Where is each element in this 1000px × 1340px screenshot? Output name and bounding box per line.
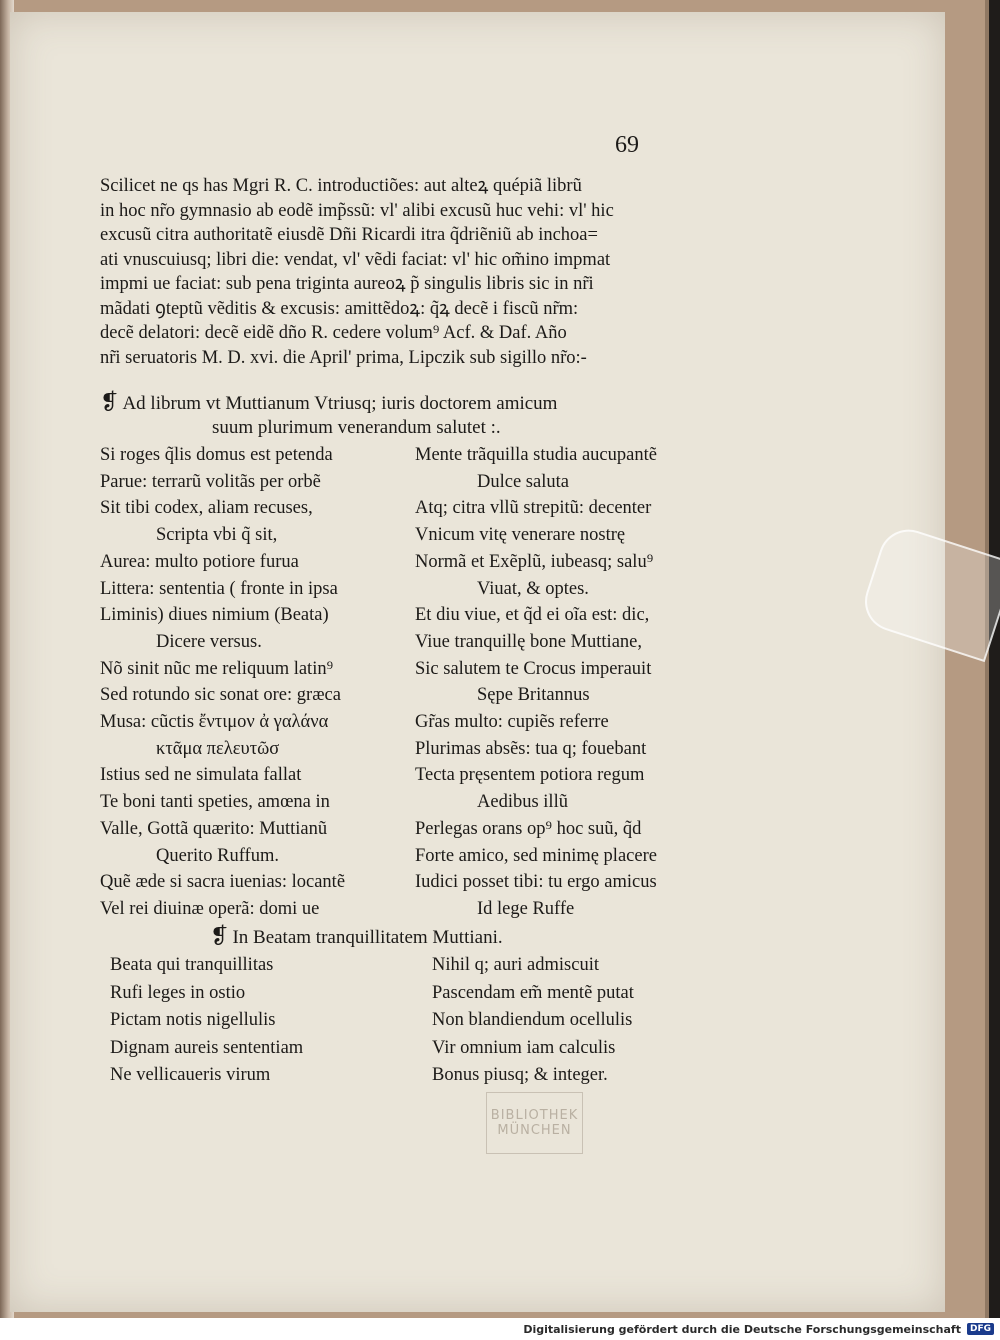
verse-line: Te boni tanti speties, amœna in (100, 792, 330, 813)
poem-line: Bonus piusq; & integer. (432, 1065, 608, 1085)
verse-line: Sit tibi codex, aliam recuses, (100, 498, 313, 519)
paragraph-line: ati vnuscuiusq; libri die: vendat, vl' vẽdi faciat: vl' hic om̃ino impmat (100, 249, 611, 270)
verse-line: Parue: terrarũ volitãs per orbẽ (100, 471, 321, 492)
verse-line: Dicere versus. (156, 631, 262, 652)
verse-line: Aurea: multo potiore furua (100, 551, 299, 572)
footer-bar (0, 1318, 1000, 1340)
poem-line: Beata qui tranquillitas (110, 955, 274, 975)
verse-line: Sed rotundo sic sonat ore: græca (100, 685, 341, 706)
verse-line: Atq; citra vllũ strepitũ: decenter (415, 498, 652, 519)
poem-line: Pascendam em̃ mentẽ putat (432, 982, 634, 1003)
verse-line: Sępe Britannus (477, 685, 590, 706)
poem-line: Vir omnium iam calculis (432, 1037, 616, 1058)
verse-line: Vel rei diuinæ operã: domi ue (100, 898, 320, 919)
verse-line: Id lege Ruffe (477, 898, 575, 919)
poem-column-right (432, 952, 634, 1090)
verse-line: Liminis) diues nimium (Beata) (100, 605, 329, 626)
verse-line: Gr̃as multo: cupiẽs referre (415, 712, 609, 733)
verse-line: Tecta pręsentem potiora regum (415, 765, 645, 786)
page-number: 69 (615, 132, 639, 158)
stamp-line1: BIBLIOTHEK (490, 1108, 579, 1123)
verse-line: Et diu viue, et q̃d ei oĩa est: dic, (415, 605, 650, 626)
verse-line: Dulce saluta (477, 471, 569, 492)
paragraph-line: nr̃i seruatoris M. D. xvi. die April' prima, Lipczik sub sigillo nr̃o:- (100, 347, 587, 368)
poem-column-left (110, 952, 303, 1090)
verse-line: Iudici posset tibi: tu ergo amicus (415, 872, 657, 893)
book-page (10, 12, 945, 1312)
verse-line: Forte amico, sed minimę placere (415, 845, 657, 866)
pilcrow-icon: ❡ (100, 389, 119, 414)
poem-line: Nihil q; auri admiscuit (432, 955, 599, 975)
paragraph-line: mãdati ꝯteptũ vẽditis & excusis: amittẽdoꝝ: q̃ꝝ decẽ i fiscũ nr̃m: (100, 298, 579, 319)
paragraph-line: Scilicet ne qs has Mgri R. C. introductiões: aut alteꝝ quépiã librũ (100, 176, 582, 196)
paragraph-line: decẽ delatori: decẽ eidẽ dño R. cedere volum⁹ Acf. & Daf. Año (100, 323, 567, 343)
poem-line: Dignam aureis sententiam (110, 1037, 304, 1058)
paragraph-line: excusũ citra authoritatẽ eiusdẽ Dñi Ricardi itra q̃driẽniũ ab inchoa= (100, 225, 598, 245)
verse-line: κτᾶμα πελευτῶσ (156, 738, 280, 759)
verse-line: Viue tranquillę bone Muttiane, (415, 631, 642, 652)
verse-line: Perlegas orans op⁹ hoc suũ, q̃d (415, 818, 642, 839)
dfg-logo-icon: DFG (967, 1323, 994, 1335)
verse-line: Valle, Gottã quærito: Muttianũ (100, 818, 328, 839)
library-stamp (486, 1092, 583, 1154)
verse-line: Viuat, & optes. (477, 578, 589, 599)
verse-line: Vnicum vitę venerare nostrę (415, 525, 626, 546)
verse-line: Nõ sinit nũc me reliquum latin⁹ (100, 658, 334, 679)
verse-line: Aedibus illũ (477, 792, 568, 813)
paragraph-line: in hoc nr̃o gymnasio ab eodẽ imp̃ssũ: vl' alibi excusũ huc vehi: vl' hic (100, 200, 614, 221)
heading-dedication-line1: Ad librum vt Muttianum Vtriusq; iuris doctorem amicum (122, 393, 558, 414)
verse-column-left (100, 442, 410, 923)
verse-column-right (415, 442, 755, 923)
footer-credit: Digitalisierung gefördert durch die Deutsche Forschungsgemeinschaft (523, 1322, 961, 1336)
verse-line: Musa: cũctis ἔντιμον ἀ γαλάνα (100, 712, 329, 733)
verse-line: Mente trãquilla studia aucupantẽ (415, 445, 657, 465)
stamp-line2: MÜNCHEN (497, 1123, 572, 1138)
heading-dedication-line2: suum plurimum venerandum salutet :. (212, 417, 501, 438)
verse-line: Littera: sententia ( fronte in ipsa (100, 578, 338, 599)
verse-line: Scripta vbi q̃ sit, (156, 525, 278, 546)
heading-tranquillitas (210, 924, 503, 950)
poem-line: Non blandiendum ocellulis (432, 1010, 633, 1030)
verse-line: Si roges q̃lis domus est petenda (100, 445, 333, 465)
verse-line: Plurimas absẽs: tua q; fouebant (415, 738, 647, 759)
verse-line: Querito Ruffum. (156, 845, 279, 866)
poem-line: Ne vellicaueris virum (110, 1065, 271, 1085)
heading-tranquillitas-text: In Beatam tranquillitatem Muttiani. (232, 927, 503, 948)
verse-line: Istius sed ne simulata fallat (100, 765, 302, 786)
heading-dedication (100, 390, 760, 440)
verse-line: Sic salutem te Crocus imperauit (415, 658, 652, 679)
poem-line: Pictam notis nigellulis (110, 1010, 276, 1030)
poem-line: Rufi leges in ostio (110, 982, 246, 1003)
verse-line: Quẽ æde si sacra iuenias: locantẽ (100, 872, 346, 893)
paragraph-line: impmi ue faciat: sub pena triginta aureoꝝ p̃ singulis libris sic in nr̃i (100, 274, 594, 294)
pilcrow-icon: ❡ (210, 923, 229, 948)
verse-line: Normã et Exẽplũ, iubeasq; salu⁹ (415, 551, 654, 572)
body-paragraph (100, 174, 760, 370)
